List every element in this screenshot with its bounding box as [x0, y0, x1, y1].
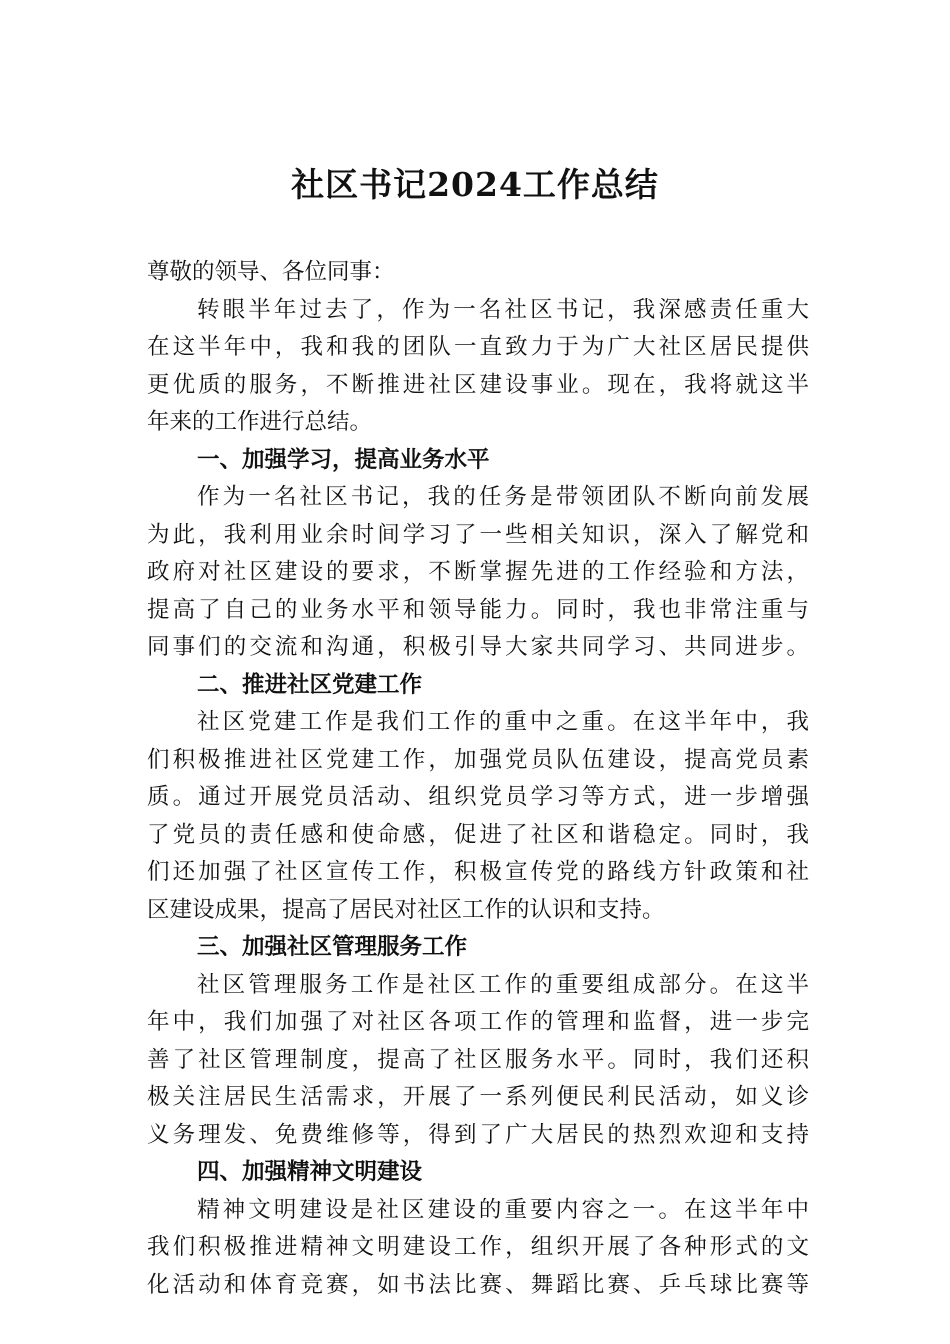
paragraph-line: 区建设成果，提高了居民对社区工作的认识和支持。 [147, 896, 665, 923]
paragraph-line: 提高了自己的业务水平和领导能力。同时，我也非常注重与 [147, 596, 809, 623]
paragraph-line: 们还加强了社区宣传工作，积极宣传党的路线方针政策和社 [147, 859, 809, 885]
paragraph-line: 社区管理服务工作是社区工作的重要组成部分。在这半 [197, 971, 809, 998]
paragraph-line: 质。通过开展党员活动、组织党员学习等方式，进一步增强 [147, 784, 809, 810]
paragraph-line: 在这半年中，我和我的团队一直致力于为广大社区居民提供 [147, 334, 809, 360]
paragraph-line: 善了社区管理制度，提高了社区服务水平。同时，我们还积 [147, 1046, 809, 1073]
document-title: 社区书记2024工作总结 [291, 165, 659, 204]
intro-paragraph [147, 292, 809, 442]
paragraph-line: 作为一名社区书记，我的任务是带领团队不断向前发展 [197, 484, 809, 510]
section-heading: 二、推进社区党建工作 [197, 671, 423, 698]
paragraph-line: 精神文明建设是社区建设的重要内容之一。在这半年中 [197, 1196, 809, 1223]
paragraph-line: 转眼半年过去了，作为一名社区书记，我深感责任重大 [197, 296, 809, 323]
section-3 [147, 929, 809, 1154]
section-heading: 三、加强社区管理服务工作 [197, 934, 468, 960]
section-heading: 四、加强精神文明建设 [197, 1159, 423, 1185]
paragraph-line: 年中，我们加强了对社区各项工作的管理和监督，进一步完 [147, 1009, 809, 1035]
paragraph-line: 化活动和体育竞赛，如书法比赛、舞蹈比赛、乒乓球比赛等 [147, 1271, 809, 1298]
paragraph-line: 社区党建工作是我们工作的重中之重。在这半年中，我 [197, 709, 809, 735]
paragraph-line: 极关注居民生活需求，开展了一系列便民利民活动，如义诊 [147, 1084, 809, 1110]
section-1 [147, 442, 809, 667]
section-heading: 一、加强学习，提高业务水平 [197, 446, 490, 473]
paragraph-line: 义务理发、免费维修等，得到了广大居民的热烈欢迎和支持 [147, 1121, 809, 1148]
paragraph-line: 更优质的服务，不断推进社区建设事业。现在，我将就这半 [147, 371, 809, 398]
paragraph-line: 年来的工作进行总结。 [147, 409, 373, 435]
section-2 [147, 667, 809, 930]
paragraph-line: 政府对社区建设的要求，不断掌握先进的工作经验和方法， [147, 559, 809, 585]
paragraph-line: 同事们的交流和沟通，积极引导大家共同学习、共同进步。 [147, 634, 809, 660]
paragraph-line: 我们积极推进精神文明建设工作，组织开展了各种形式的文 [147, 1234, 809, 1260]
paragraph-line: 了党员的责任感和使命感，促进了社区和谐稳定。同时，我 [147, 821, 809, 848]
paragraph-line: 为此，我利用业余时间学习了一些相关知识，深入了解党和 [147, 521, 809, 548]
section-4 [147, 1154, 809, 1304]
salutation: 尊敬的领导、各位同事： [147, 259, 395, 285]
document-body [147, 254, 809, 1304]
paragraph-line: 们积极推进社区党建工作，加强党员队伍建设，提高党员素 [147, 746, 809, 773]
